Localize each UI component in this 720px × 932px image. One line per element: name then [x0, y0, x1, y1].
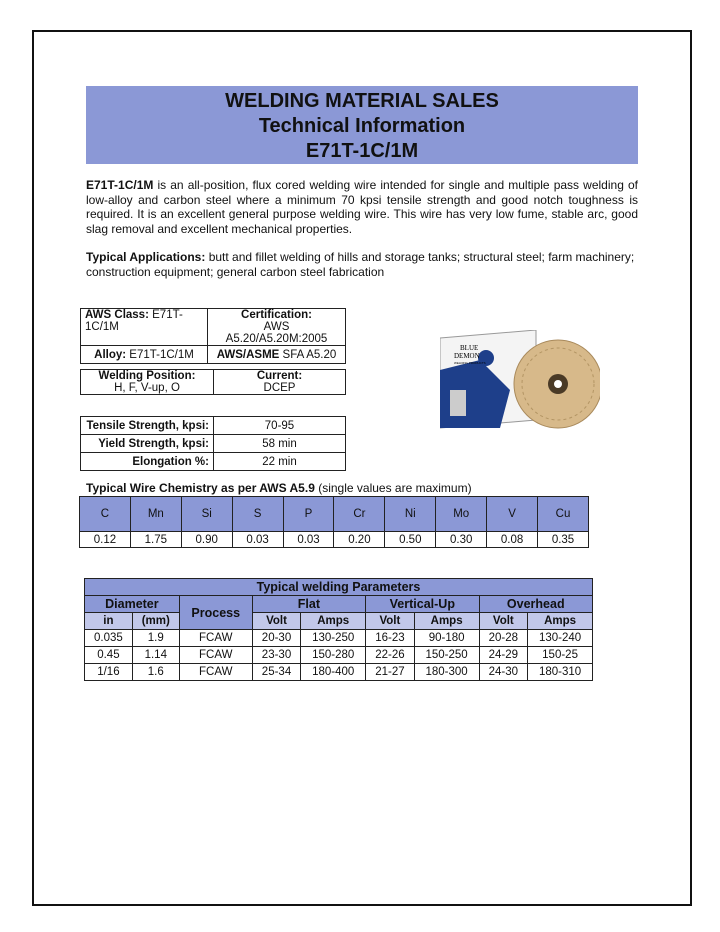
chem-head-ni: Ni	[385, 497, 436, 532]
chem-val-si: 0.90	[181, 532, 232, 548]
chemistry-table	[79, 496, 589, 548]
title-subtitle: Technical Information	[258, 115, 466, 137]
certification-value: AWS A5.20/A5.20M:2005	[225, 321, 328, 345]
chem-val-s: 0.03	[232, 532, 283, 548]
params-in-head: in	[85, 613, 133, 630]
asme-value: SFA A5.20	[282, 348, 337, 361]
params-over-amps: Amps	[528, 613, 593, 630]
params-overhead-head: Overhead	[479, 596, 592, 613]
cell-vert-amps: 90-180	[414, 630, 479, 647]
alloy-value: E71T-1C/1M	[129, 348, 194, 361]
chem-val-ni: 0.50	[385, 532, 436, 548]
brand-name-2: DEMON	[454, 352, 480, 360]
intro-body: is an all-position, flux cored welding wire intended for single and multiple pass welding of low-alloy and carbon steel where a minimum 70 kpsi tensile strength and good notch toughness is required. It is an excellent general purpose welding wire. This wire has very low fume, stable arc, good slag removal and excellent mechanical properties.	[86, 178, 638, 236]
position-cell	[81, 370, 214, 395]
aws-class-value: E71T-1C/1M	[85, 309, 183, 333]
asme-label: AWS/ASME	[216, 348, 280, 361]
applications-label: Typical Applications:	[86, 250, 206, 264]
classification-table	[80, 308, 346, 364]
yield-label: Yield Strength, kpsi:	[81, 435, 214, 453]
cell-vert-volt: 16-23	[366, 630, 415, 647]
chem-val-mn: 1.75	[130, 532, 181, 548]
chem-val-v: 0.08	[487, 532, 538, 548]
asme-cell	[208, 346, 346, 364]
position-value: H, F, V-up, O	[114, 382, 180, 394]
cell-flat-volt: 25-34	[252, 664, 301, 681]
title-company: WELDING MATERIAL SALES	[225, 90, 499, 112]
params-vertical-head: Vertical-Up	[366, 596, 479, 613]
chem-val-c: 0.12	[80, 532, 131, 548]
chemistry-title	[86, 481, 472, 495]
params-title: Typical welding Parameters	[85, 579, 593, 596]
chem-head-c: C	[80, 497, 131, 532]
params-flat-head: Flat	[252, 596, 365, 613]
chemistry-title-text: Typical Wire Chemistry as per AWS A5.9	[86, 481, 315, 495]
cell-in: 0.45	[85, 647, 133, 664]
applications-text: butt and fillet welding of hills and storage tanks; structural steel; farm machinery; construction equipment; general carbon steel fabrication	[86, 250, 635, 279]
chem-head-v: V	[487, 497, 538, 532]
yield-value: 58 min	[214, 435, 346, 453]
chem-head-mo: Mo	[436, 497, 487, 532]
elongation-label: Elongation %:	[81, 453, 214, 471]
params-vert-volt: Volt	[366, 613, 415, 630]
chem-val-cr: 0.20	[334, 532, 385, 548]
params-diameter-head: Diameter	[85, 596, 180, 613]
elongation-value: 22 min	[214, 453, 346, 471]
tensile-value: 70-95	[214, 417, 346, 435]
cell-over-volt: 24-30	[479, 664, 528, 681]
position-table	[80, 369, 346, 395]
params-flat-volt: Volt	[252, 613, 301, 630]
params-over-volt: Volt	[479, 613, 528, 630]
cell-over-amps: 180-310	[528, 664, 593, 681]
cell-flat-amps: 180-400	[301, 664, 366, 681]
params-vert-amps: Amps	[414, 613, 479, 630]
aws-class-label: AWS Class:	[85, 309, 149, 321]
cell-vert-amps: 180-300	[414, 664, 479, 681]
params-row	[85, 647, 593, 664]
cell-mm: 1.14	[132, 647, 179, 664]
chem-head-cr: Cr	[334, 497, 385, 532]
tensile-label: Tensile Strength, kpsi:	[81, 417, 214, 435]
chemistry-note: (single values are maximum)	[314, 481, 472, 495]
alloy-cell	[81, 346, 208, 364]
cell-vert-volt: 21-27	[366, 664, 415, 681]
product-spool-image	[440, 330, 600, 432]
params-flat-amps: Amps	[301, 613, 366, 630]
alloy-label: Alloy:	[94, 348, 127, 361]
cell-process: FCAW	[179, 664, 252, 681]
current-label: Current:	[256, 370, 303, 382]
cell-over-amps: 130-240	[528, 630, 593, 647]
brand-sub: WELDING PRODUCTS	[454, 361, 486, 365]
brand-name-1: BLUE	[460, 344, 479, 352]
cell-over-volt: 24-29	[479, 647, 528, 664]
cell-over-volt: 20-28	[479, 630, 528, 647]
welding-parameters-table	[84, 578, 593, 681]
intro-paragraph	[86, 178, 638, 236]
chem-head-p: P	[283, 497, 334, 532]
applications-paragraph	[86, 250, 638, 279]
chem-head-mn: Mn	[130, 497, 181, 532]
chem-val-mo: 0.30	[436, 532, 487, 548]
cell-mm: 1.6	[132, 664, 179, 681]
cell-flat-volt: 20-30	[252, 630, 301, 647]
cell-vert-amps: 150-250	[414, 647, 479, 664]
cell-over-amps: 150-25	[528, 647, 593, 664]
certification-label: Certification:	[241, 309, 312, 321]
current-cell	[214, 370, 346, 395]
aws-class-cell	[81, 309, 208, 346]
chem-val-p: 0.03	[283, 532, 334, 548]
params-mm-head: (mm)	[132, 613, 179, 630]
cell-flat-volt: 23-30	[252, 647, 301, 664]
params-process-head: Process	[179, 596, 252, 630]
cell-process: FCAW	[179, 630, 252, 647]
title-product: E71T-1C/1M	[305, 140, 419, 162]
chem-val-cu: 0.35	[538, 532, 589, 548]
position-label: Welding Position:	[98, 370, 196, 382]
chem-head-s: S	[232, 497, 283, 532]
current-value: DCEP	[263, 382, 296, 394]
params-row	[85, 664, 593, 681]
cell-flat-amps: 130-250	[301, 630, 366, 647]
mechanical-table	[80, 416, 346, 471]
params-row	[85, 630, 593, 647]
certification-cell	[208, 309, 346, 346]
cell-mm: 1.9	[132, 630, 179, 647]
intro-lead: E71T-1C/1M	[86, 178, 154, 192]
chem-head-cu: Cu	[538, 497, 589, 532]
cell-in: 1/16	[85, 664, 133, 681]
cell-in: 0.035	[85, 630, 133, 647]
title-banner	[86, 86, 638, 164]
cell-process: FCAW	[179, 647, 252, 664]
chem-head-si: Si	[181, 497, 232, 532]
cell-vert-volt: 22-26	[366, 647, 415, 664]
cell-flat-amps: 150-280	[301, 647, 366, 664]
